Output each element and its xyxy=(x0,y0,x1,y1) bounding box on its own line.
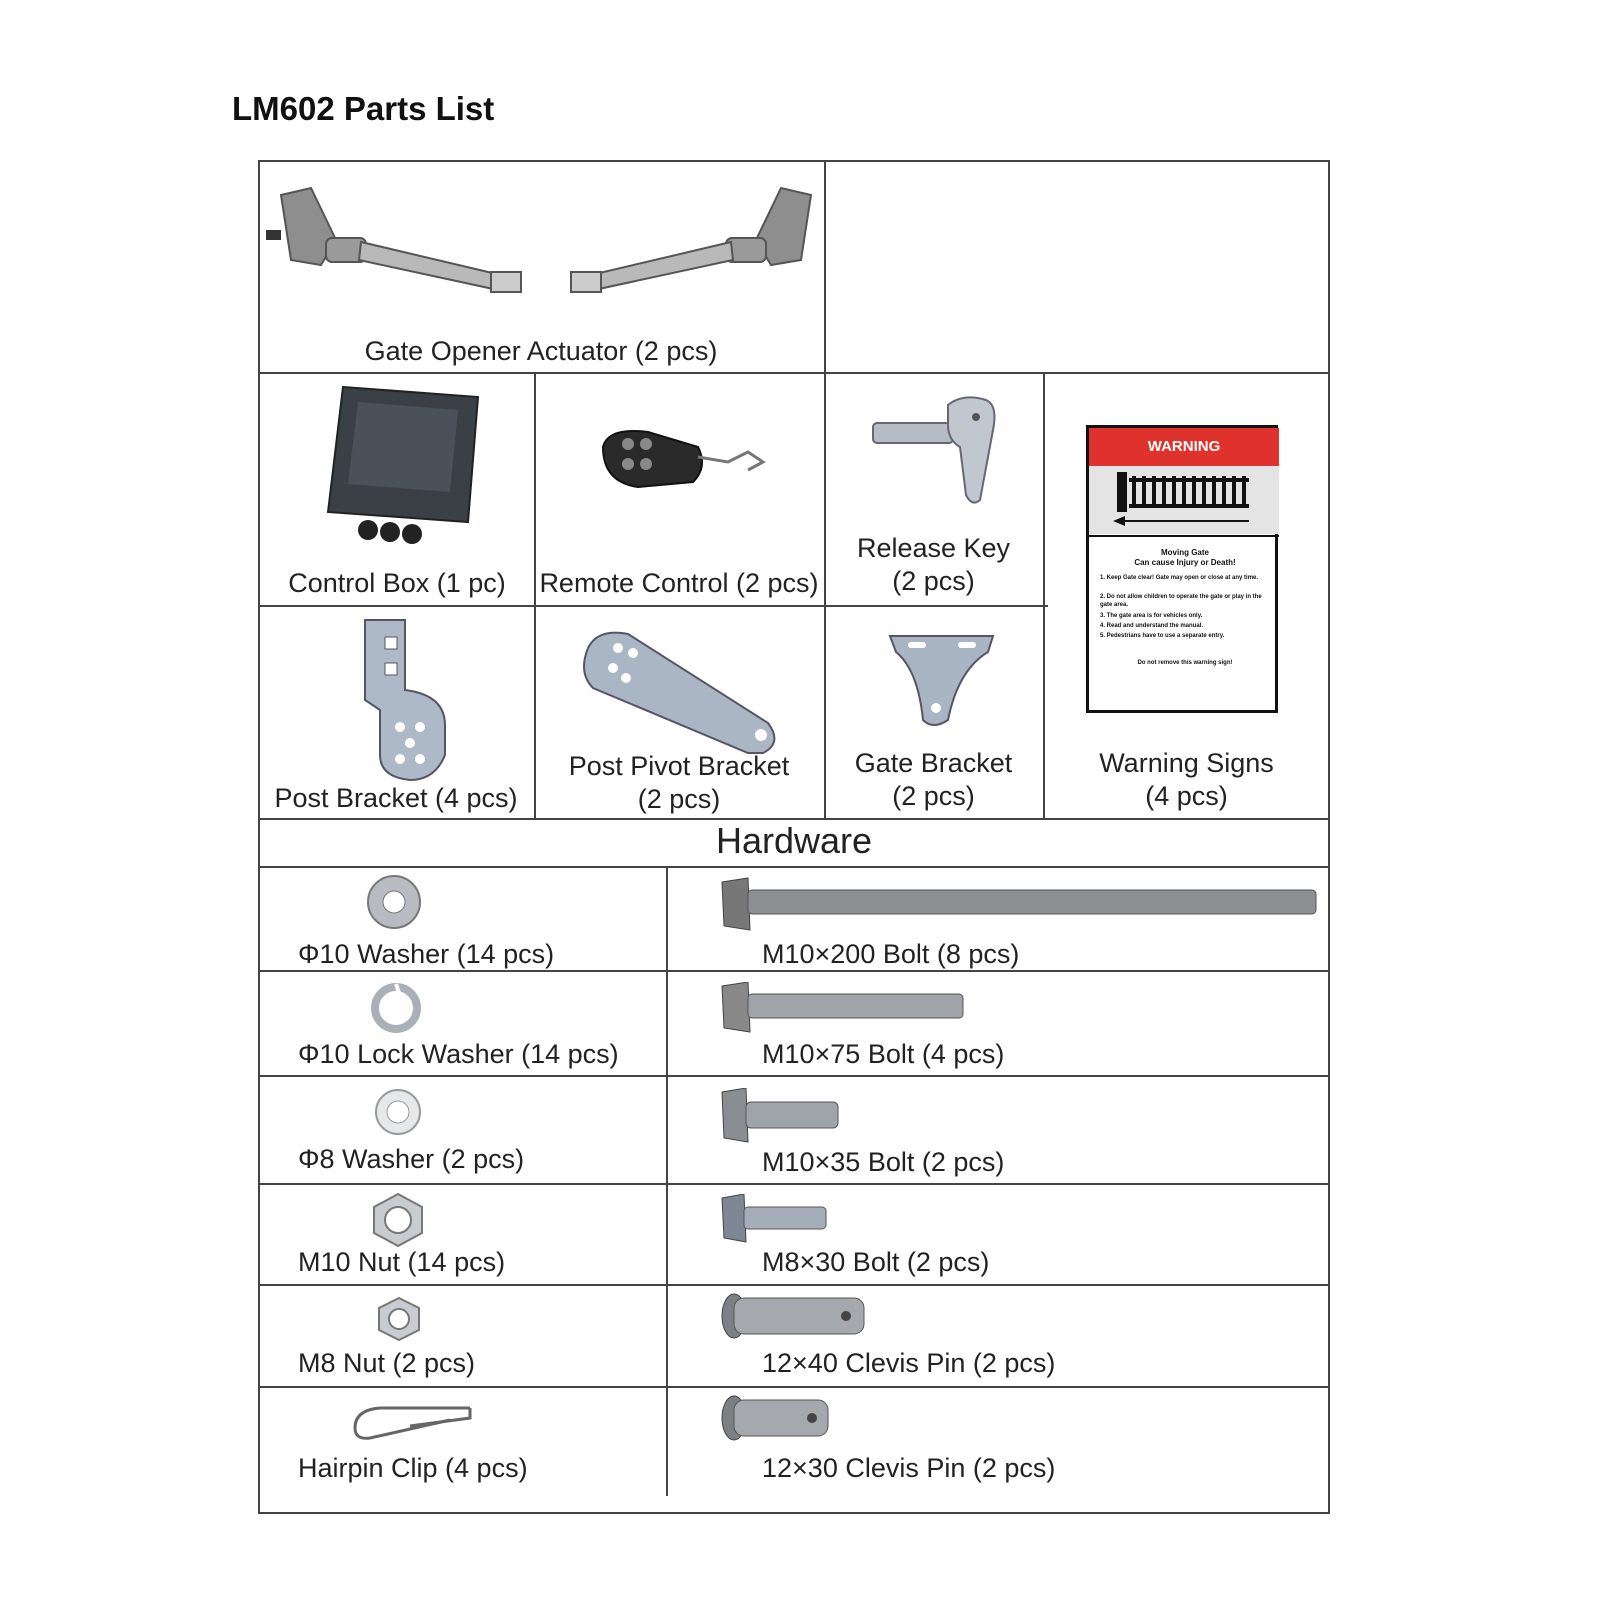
release-key-label-line2: (2 pcs) xyxy=(892,566,975,596)
post-pivot-bracket-label-line2: (2 pcs) xyxy=(637,784,721,814)
hardware-right-label: M8×30 Bolt (2 pcs) xyxy=(762,1247,990,1277)
warning-signs-label-line2: (4 pcs) xyxy=(1145,781,1228,811)
divider xyxy=(258,1284,1330,1286)
release-key-label-line1: Release Key xyxy=(856,533,1011,563)
post-pivot-bracket-label xyxy=(534,750,824,816)
divider xyxy=(258,1386,1330,1388)
hardware-left-label: Φ10 Washer (14 pcs) xyxy=(298,939,555,969)
gate-bracket-label-line2: (2 pcs) xyxy=(892,781,975,811)
washer-icon xyxy=(374,1088,422,1136)
warning-sign-title xyxy=(1100,548,1270,568)
warning-sign-rule: 2. Do not allow children to operate the gate or play in the gate area. xyxy=(1100,594,1262,608)
lock-washer-icon xyxy=(370,982,422,1034)
divider xyxy=(258,866,1330,868)
hardware-right-label: M10×35 Bolt (2 pcs) xyxy=(762,1147,1005,1177)
warning-sign-title-line1: Moving Gate xyxy=(1160,548,1209,557)
gate-bracket-image xyxy=(888,630,998,730)
hardware-left-label: Φ10 Lock Washer (14 pcs) xyxy=(298,1039,619,1069)
divider xyxy=(258,605,1048,607)
divider xyxy=(666,866,668,1496)
post-pivot-bracket-image xyxy=(578,628,786,758)
bolt-icon xyxy=(720,982,966,1034)
clevis-pin-icon xyxy=(720,1292,868,1340)
control-box-image xyxy=(318,382,488,552)
hairpin-clip-icon xyxy=(350,1400,476,1446)
hardware-left-label: M10 Nut (14 pcs) xyxy=(298,1247,506,1277)
warning-sign-rule: 4. Read and understand the manual. xyxy=(1100,623,1204,629)
gate-bracket-label-line1: Gate Bracket xyxy=(854,748,1013,778)
post-pivot-bracket-label-line1: Post Pivot Bracket xyxy=(568,751,790,781)
warning-sign-footer: Do not remove this warning sign! xyxy=(1137,660,1233,666)
hardware-left-label: Hairpin Clip (4 pcs) xyxy=(298,1453,528,1483)
hardware-right-label: M10×75 Bolt (4 pcs) xyxy=(762,1039,1005,1069)
bolt-icon xyxy=(720,1088,842,1144)
actuator-image xyxy=(266,180,826,305)
divider xyxy=(258,1183,1330,1185)
hardware-left-label: Φ8 Washer (2 pcs) xyxy=(298,1144,525,1174)
hardware-right-label: M10×200 Bolt (8 pcs) xyxy=(762,939,1020,969)
remote-control-image xyxy=(598,422,778,502)
gate-bracket-label xyxy=(824,747,1043,813)
washer-icon xyxy=(366,874,422,930)
nut-icon xyxy=(376,1296,422,1342)
actuator-label: Gate Opener Actuator (2 pcs) xyxy=(364,336,718,366)
hardware-right-label: 12×30 Clevis Pin (2 pcs) xyxy=(762,1453,1056,1483)
warning-sign-header: WARNING xyxy=(1089,428,1279,466)
page-title: LM602 Parts List xyxy=(232,90,495,127)
remote-control-label: Remote Control (2 pcs) xyxy=(539,568,819,598)
release-key-image xyxy=(868,395,1008,510)
warning-sign-title-line2: Can cause Injury or Death! xyxy=(1134,558,1236,567)
clevis-pin-icon xyxy=(720,1394,832,1442)
release-key-label xyxy=(824,532,1043,598)
hardware-section-title: Hardware xyxy=(715,820,873,861)
nut-icon xyxy=(370,1192,426,1248)
post-bracket-image xyxy=(360,615,450,783)
hardware-left-label: M8 Nut (2 pcs) xyxy=(298,1348,476,1378)
bolt-icon xyxy=(720,1194,830,1244)
divider xyxy=(258,372,1330,374)
warning-sign-rule: 3. The gate area is for vehicles only. xyxy=(1100,613,1203,619)
bolt-icon xyxy=(720,876,1320,932)
gate-icon xyxy=(1089,466,1279,534)
divider xyxy=(1089,535,1279,537)
divider xyxy=(258,1075,1330,1077)
warning-signs-label-line1: Warning Signs xyxy=(1099,748,1274,778)
warning-signs-label xyxy=(1043,747,1330,813)
control-box-label: Control Box (1 pc) xyxy=(288,568,506,598)
warning-sign-rule: 5. Pedestrians have to use a separate entry. xyxy=(1100,633,1225,639)
warning-sign-rule: 1. Keep Gate clear! Gate may open or close at any time. xyxy=(1100,575,1259,581)
hardware-right-label: 12×40 Clevis Pin (2 pcs) xyxy=(762,1348,1056,1378)
post-bracket-label: Post Bracket (4 pcs) xyxy=(274,783,518,813)
